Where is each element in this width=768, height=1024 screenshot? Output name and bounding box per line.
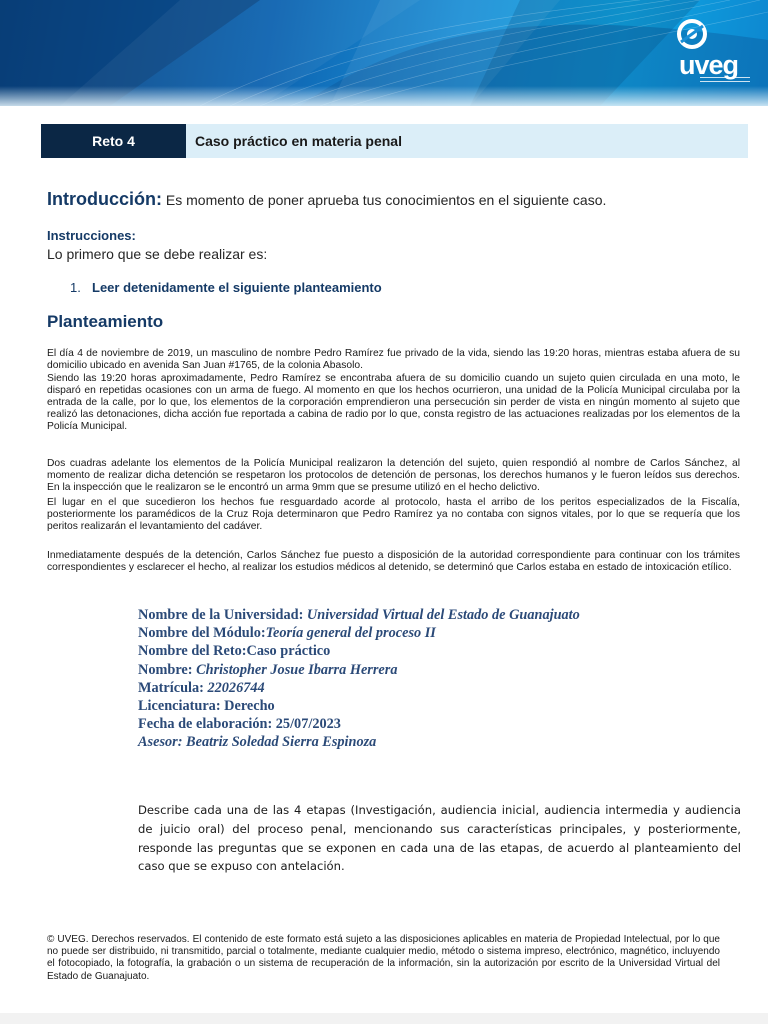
instructions-heading: Instrucciones: [47, 228, 136, 243]
uveg-logo [676, 18, 756, 88]
planteamiento-heading: Planteamiento [47, 312, 164, 331]
instruction-step [70, 280, 382, 295]
module-label: Nombre del Módulo: [138, 625, 266, 642]
university-label: Nombre de la Universidad: [138, 607, 307, 623]
module-value: Teoría general del proceso II [265, 625, 436, 642]
header-banner [0, 0, 768, 106]
introduction [47, 189, 606, 210]
reto-label: Reto 4 [41, 124, 186, 158]
fecha-line: Fecha de elaboración: 25/07/2023 [138, 716, 341, 733]
logo-subtext [700, 77, 750, 82]
name-line [138, 661, 580, 679]
reto-name-line: Nombre del Reto:Caso práctico [138, 643, 331, 660]
asesor-line: Asesor: Beatriz Soledad Sierra Espinoza [138, 734, 377, 751]
reto-bar [41, 124, 748, 158]
paragraph-1: El día 4 de noviembre de 2019, un masculino de nombre Pedro Ramírez fue privado de la vida, siendo las 19:20 horas, mientras estaba afuera de su domicilio ubicado en avenida San Juan #1765, de la colonia Abasolo. [47, 348, 740, 371]
paragraph-4: El lugar en el que sucedieron los hechos fue resguardado acorde al protocolo, hasta el arribo de los peritos especializados de la Fiscalía, posteriormente los paramédicos de la Cruz Roja determinaron que Pedro Ramírez ya no contaba con signos vitales, por lo que se requería que los peritos realizarán el levantamiento del cadáver. [47, 497, 740, 532]
university-value: Universidad Virtual del Estado de Guanajuato [306, 607, 580, 623]
matricula-value: 22026744 [207, 679, 265, 696]
introduction-heading: Introducción: [47, 189, 162, 209]
bottom-bar [0, 1013, 768, 1024]
reto-title: Caso práctico en materia penal [186, 124, 748, 158]
copyright-footer: © UVEG. Derechos reservados. El contenido de este formato está sujeto a las disposiciones aplicables en materia de Propiedad Intelectual, por lo que no puede ser distribuido, ni transmitido, parcial o totalmente, mediante cualquier medio, método o sistema impreso, electrónico, magnético, incluyendo el fotocopiado, la fotografía, la grabación o un sistema de recuperación de la información, sin la autorización por escrito de la Universidad Virtual del Estado de Guanajuato. [47, 934, 720, 982]
task-description: Describe cada una de las 4 etapas (Investigación, audiencia inicial, audiencia intermedia y audiencia de juicio oral) del proceso penal, mencionando sus características principales, y posteriormente, responde las preguntas que se exponen en cada una de las etapas, de acuerdo al planteamiento del caso que se expuso con antelación. [138, 803, 741, 874]
matricula-line [138, 679, 580, 697]
logo-text: uveg [679, 50, 739, 80]
module-line [138, 624, 580, 642]
matricula-label: Matrícula: [138, 679, 208, 696]
name-label: Nombre: [138, 661, 197, 678]
paragraph-3: Dos cuadras adelante los elementos de la Policía Municipal realizaron la detención del sujeto, quien respondió al nombre de Carlos Sánchez, al momento de realizar dicha detención se respetaron los protocolos de detención de personas, los derechos humanos y le fueron leídos sus derechos. En la inspección que le realizaron se le encontró un arma 9mm que se presume utilizó en el hecho delictivo. [47, 458, 740, 493]
name-value: Christopher Josue Ibarra Herrera [196, 661, 398, 678]
step-number: 1. [70, 280, 81, 295]
university-line [138, 606, 580, 624]
student-info-block [138, 606, 580, 752]
paragraph-5: Inmediatamente después de la detención, Carlos Sánchez fue puesto a disposición de la autoridad correspondiente para continuar con los trámites correspondientes y esclarecer el hecho, al realizar los estudios médicos al detenido, se determinó que Carlos estaba en estado de intoxicación etílico. [47, 550, 740, 573]
licenciatura-line: Licenciatura: Derecho [138, 698, 275, 715]
introduction-text: Es momento de poner aprueba tus conocimientos en el siguiente caso. [162, 192, 607, 208]
step-text: Leer detenidamente el siguiente planteamiento [92, 280, 382, 295]
paragraph-2: Siendo las 19:20 horas aproximadamente, Pedro Ramírez se encontraba afuera de su domicilio cuando un sujeto quien circulada en una moto, le disparó en repetidas ocasiones con un arma de fuego. Al momento en que los hechos ocurrieron, una unidad de la Policía Municipal circulaba por la entrada de la calle, por lo que, los elementos de la corporación emprendieron una persecución sin perder de vista en ningún momento al sujeto que realizó las detonaciones, dicha acción fue reportada a cabina de radio por lo que, consta registro de las actuaciones realizadas por los elementos de la Policía Municipal. [47, 373, 740, 432]
logo-mark-icon [676, 18, 708, 50]
instructions-text: Lo primero que se debe realizar es: [47, 246, 268, 262]
